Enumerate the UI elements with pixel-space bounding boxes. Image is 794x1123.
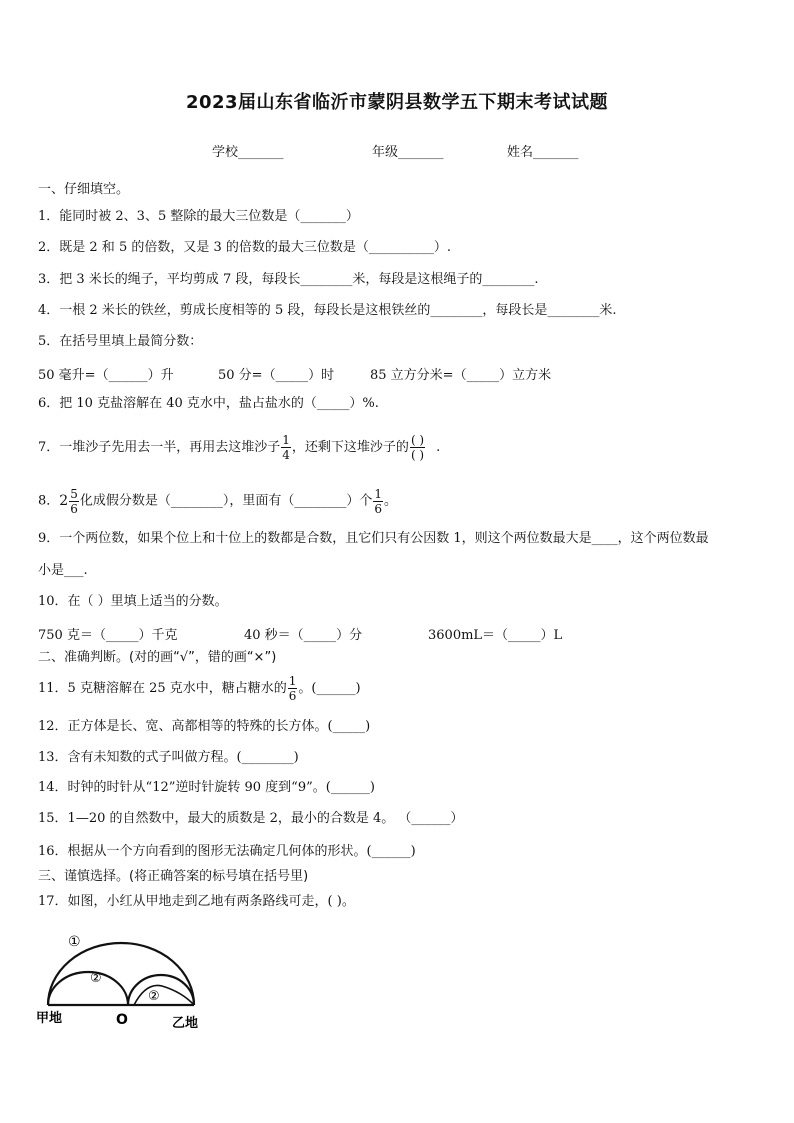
route-diagram-svg	[34, 930, 224, 1035]
q7-frac-denominator: 4	[282, 448, 290, 462]
q7-answer-denominator: ( )	[410, 448, 425, 462]
question-14: 14．时钟的时针从“12”逆时针旋转 90 度到“9”。(______)	[38, 780, 375, 795]
student-info-row	[0, 141, 794, 161]
q8-text-pre: 8．	[38, 493, 60, 509]
q7-frac-numerator: 1	[282, 433, 290, 447]
question-16: 16．根据从一个方向看到的图形无法确定几何体的形状。(______)	[38, 844, 416, 859]
q10-item-seconds: 40 秒＝（_____）分	[244, 628, 363, 643]
question-9-line-1: 9．一个两位数，如果个位上和十位上的数都是合数，且它们只有公因数 1，则这个两位数最大是____，这个两位数最	[38, 531, 709, 546]
q8-frac-denominator: 6	[70, 501, 78, 516]
center-point-label: O	[116, 1012, 128, 1028]
question-3: 3．把 3 米长的绳子，平均剪成 7 段，每段长________米，每段是这根绳子的________.	[38, 272, 539, 287]
section-heading-choose: 三、谨慎选择。(将正确答案的标号填在括号里)	[38, 869, 309, 884]
q8-frac-numerator: 5	[70, 486, 78, 501]
question-15: 15．1—20 的自然数中，最大的质数是 2，最小的合数是 4。 （______）	[38, 811, 464, 826]
q8-unit-fraction	[373, 487, 383, 516]
question-12: 12．正方体是长、宽、高都相等的特殊的长方体。(_____)	[38, 719, 371, 734]
q5-item-milliliters: 50 毫升=（______）升	[38, 368, 174, 383]
q8-frac2-numerator: 1	[374, 486, 382, 501]
q8-text-mid: 化成假分数是（________），里面有（________）个	[79, 493, 373, 509]
q11-text-post: 。(______)	[298, 681, 361, 696]
question-4: 4．一根 2 米长的铁丝，剪成长度相等的 5 段，每段长是这根铁丝的________，每段长是________米.	[38, 303, 617, 318]
start-point-label: 甲地	[36, 1011, 63, 1026]
q8-mixed-whole: 2	[59, 493, 69, 509]
q11-text-pre: 11．5 克糖溶解在 25 克水中，糖占糖水的	[38, 681, 287, 696]
question-9-line-2: 小是___.	[38, 563, 88, 578]
grade-field[interactable]: 年级_______	[372, 145, 444, 160]
question-17: 17．如图，小红从甲地走到乙地有两条路线可走，( )。	[38, 894, 355, 909]
q10-item-grams: 750 克＝（_____）千克	[38, 628, 178, 643]
q11-frac-denominator: 6	[288, 689, 297, 703]
q5-item-cubic: 85 立方分米=（_____）立方米	[370, 368, 552, 383]
route-2-right-arc	[128, 975, 194, 1005]
q11-frac-numerator: 1	[288, 674, 297, 688]
question-1: 1．能同时被 2、3、5 整除的最大三位数是（_______）	[38, 209, 359, 224]
q8-fraction	[69, 487, 79, 516]
school-field[interactable]: 学校_______	[212, 145, 284, 160]
q8-text-post: 。	[384, 493, 398, 509]
q8-frac2-denominator: 6	[374, 501, 382, 516]
question-2: 2．既是 2 和 5 的倍数，又是 3 的倍数的最大三位数是（__________）.	[38, 240, 452, 255]
q7-fraction	[281, 433, 291, 462]
page-title: 2023届山东省临沂市蒙阴县数学五下期末考试试题	[185, 92, 609, 113]
question-13: 13．含有未知数的式子叫做方程。(________)	[38, 750, 299, 765]
question-8	[38, 485, 397, 518]
q7-text-pre: 7．一堆沙子先用去一半，再用去这堆沙子	[38, 440, 281, 455]
question-5: 5．在括号里填上最简分数：	[38, 334, 203, 349]
route-diagram	[34, 930, 224, 1035]
question-6: 6．把 10 克盐溶解在 40 克水中，盐占盐水的（_____）%.	[38, 396, 379, 411]
question-7	[38, 432, 440, 464]
q5-item-minutes: 50 分=（_____）时	[218, 368, 335, 383]
route-2-label-b: ②	[148, 989, 160, 1004]
q11-fraction	[288, 674, 298, 703]
route-2-left-arc	[48, 972, 128, 1005]
section-heading-fill-in: 一、仔细填空。	[38, 182, 130, 197]
q10-item-milliliters: 3600mL＝（_____）L	[428, 628, 563, 643]
name-field[interactable]: 姓名_______	[507, 145, 579, 160]
section-heading-judge: 二、准确判断。(对的画“√”，错的画“×”)	[38, 650, 277, 665]
question-10: 10．在（ ）里填上适当的分数。	[38, 594, 228, 609]
q7-text-mid: ，还剩下这堆沙子的	[291, 440, 409, 455]
end-point-label: 乙地	[172, 1016, 199, 1031]
route-2-label-a: ②	[90, 971, 102, 986]
route-1-arc	[48, 943, 194, 1005]
route-2-inner-arc	[134, 985, 194, 1005]
q7-text-post: .	[436, 440, 441, 455]
question-11	[38, 673, 361, 705]
q7-answer-fraction[interactable]	[410, 433, 425, 462]
q7-answer-numerator: ( )	[410, 433, 425, 447]
route-1-label: ①	[68, 934, 81, 950]
